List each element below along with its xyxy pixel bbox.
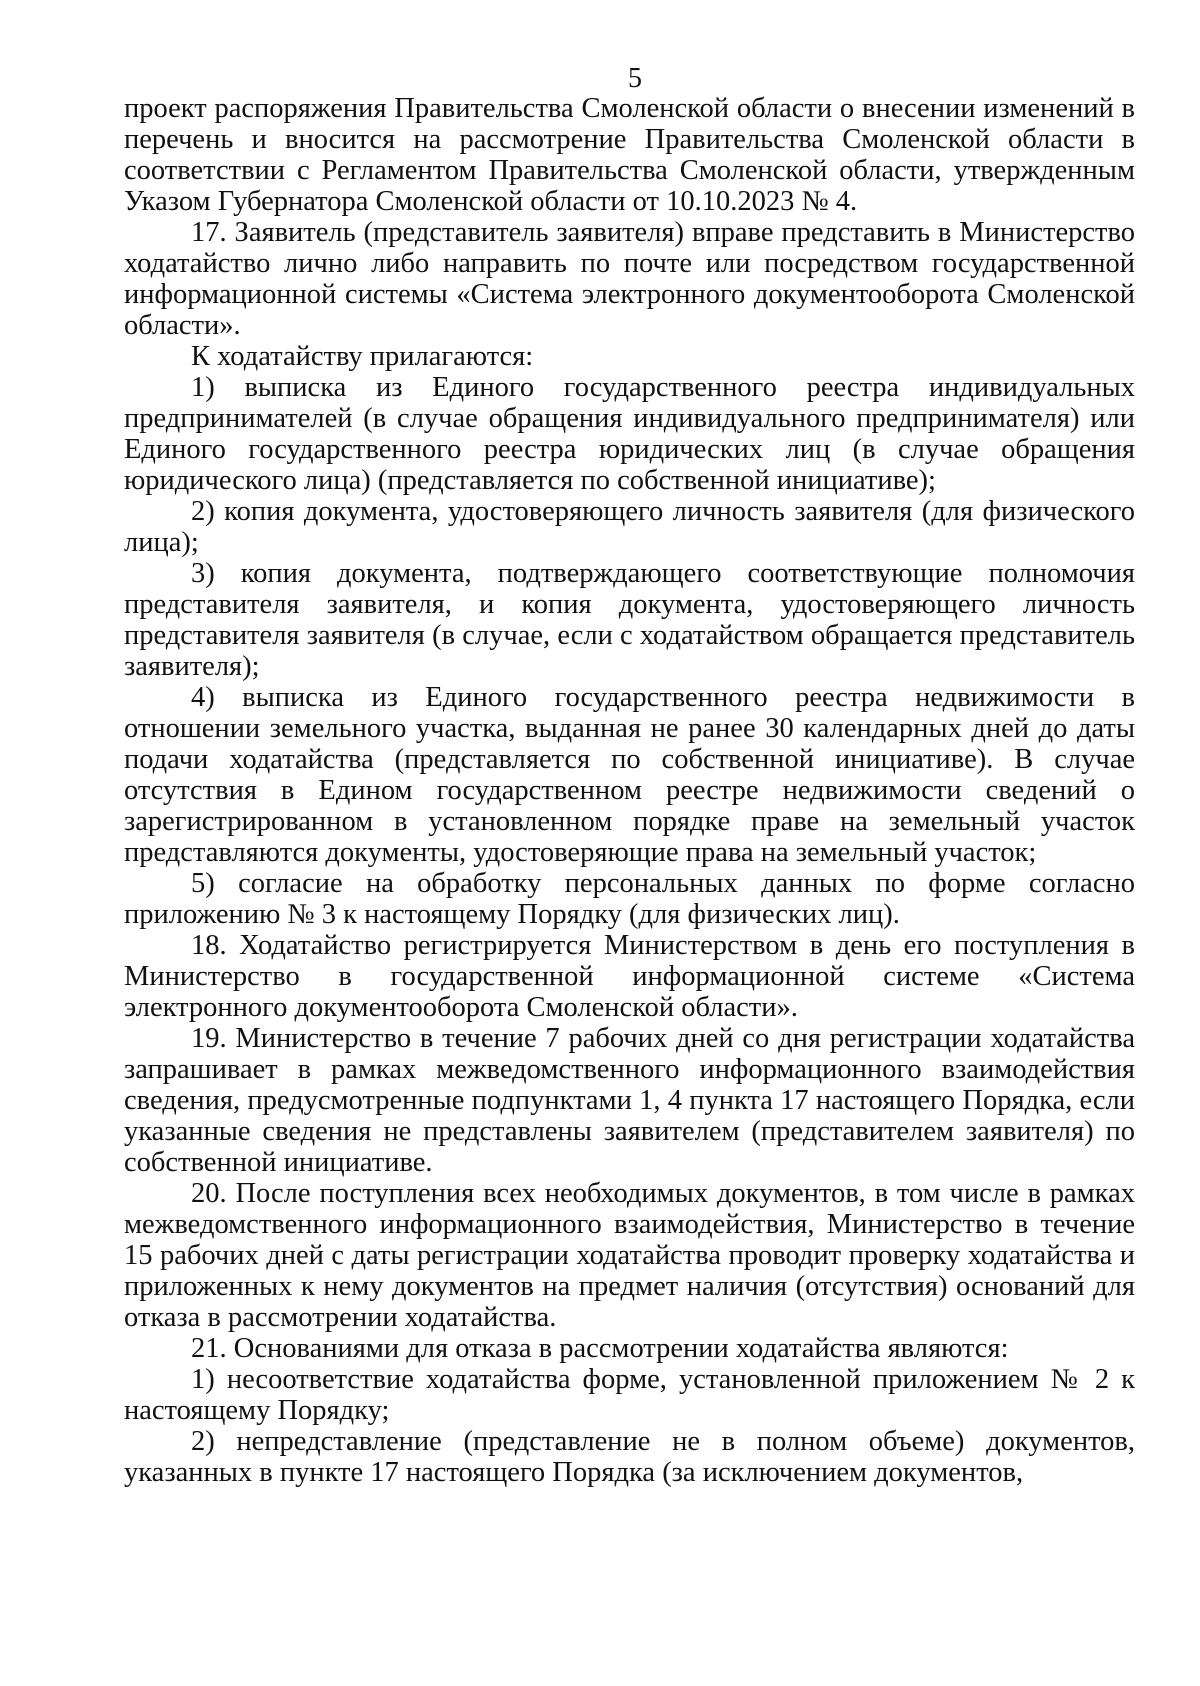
paragraph-item-21: 21. Основаниями для отказа в рассмотрении ходатайства являются: [191, 1333, 1009, 1364]
document-body [124, 93, 1135, 1488]
paragraph-continuation: проект распоряжения Правительства Смоленской области о внесении изменений в перечень и вносится на рассмотрение Правительства Смоленской области в соответствии с Регламентом Правительства Смоленской области, утвержденным Указом Губернатора Смоленской области от 10.10.2023 № 4. [124, 93, 1135, 217]
paragraph-attachment-3: 3) копия документа, подтверждающего соответствующие полномочия представителя заявителя, и копия документа, удостоверяющего личность представителя заявителя (в случае, если с ходатайством обращается представитель заявителя); [124, 558, 1135, 682]
page-number: 5 [628, 63, 642, 94]
paragraph-refusal-ground-1: 1) несоответствие ходатайства форме, установленной приложением № 2 к настоящему Порядку; [124, 1364, 1135, 1426]
paragraph-refusal-ground-2: 2) непредставление (представление не в полном объеме) документов, указанных в пункте 17 настоящего Порядка (за исключением документов, [124, 1426, 1135, 1488]
paragraph-item-17: 17. Заявитель (представитель заявителя) вправе представить в Министерство ходатайство лично либо направить по почте или посредством государственной информационной системы «Система электронного документооборота Смоленской области». [124, 217, 1135, 341]
paragraph-item-18: 18. Ходатайство регистрируется Министерством в день его поступления в Министерство в государственной информационной системе «Система электронного документооборота Смоленской области». [124, 930, 1135, 1023]
paragraph-attachment-2: 2) копия документа, удостоверяющего личность заявителя (для физического лица); [124, 496, 1135, 558]
paragraph-attachment-4: 4) выписка из Единого государственного реестра недвижимости в отношении земельного участка, выданная не ранее 30 календарных дней до даты подачи ходатайства (представляется по собственной инициативе). В случае отсутствия в Едином государственном реестре недвижимости сведений о зарегистрированном в установленном порядке праве на земельный участок представляются документы, удостоверяющие права на земельный участок; [124, 682, 1135, 868]
paragraph-item-20: 20. После поступления всех необходимых документов, в том числе в рамках межведомственного информационного взаимодействия, Министерство в течение 15 рабочих дней с даты регистрации ходатайства проводит проверку ходатайства и приложенных к нему документов на предмет наличия (отсутствия) оснований для отказа в рассмотрении ходатайства. [124, 1178, 1135, 1333]
paragraph-attachment-5: 5) согласие на обработку персональных данных по форме согласно приложению № 3 к настоящему Порядку (для физических лиц). [124, 868, 1135, 930]
paragraph-attachment-1: 1) выписка из Единого государственного реестра индивидуальных предпринимателей (в случае обращения индивидуального предпринимателя) или Единого государственного реестра юридических лиц (в случае обращения юридического лица) (представляется по собственной инициативе); [124, 372, 1135, 496]
paragraph-attachments-intro: К ходатайству прилагаются: [191, 341, 534, 372]
paragraph-item-19: 19. Министерство в течение 7 рабочих дней со дня регистрации ходатайства запрашивает в рамках межведомственного информационного взаимодействия сведения, предусмотренные подпунктами 1, 4 пункта 17 настоящего Порядка, если указанные сведения не представлены заявителем (представителем заявителя) по собственной инициативе. [124, 1023, 1135, 1178]
